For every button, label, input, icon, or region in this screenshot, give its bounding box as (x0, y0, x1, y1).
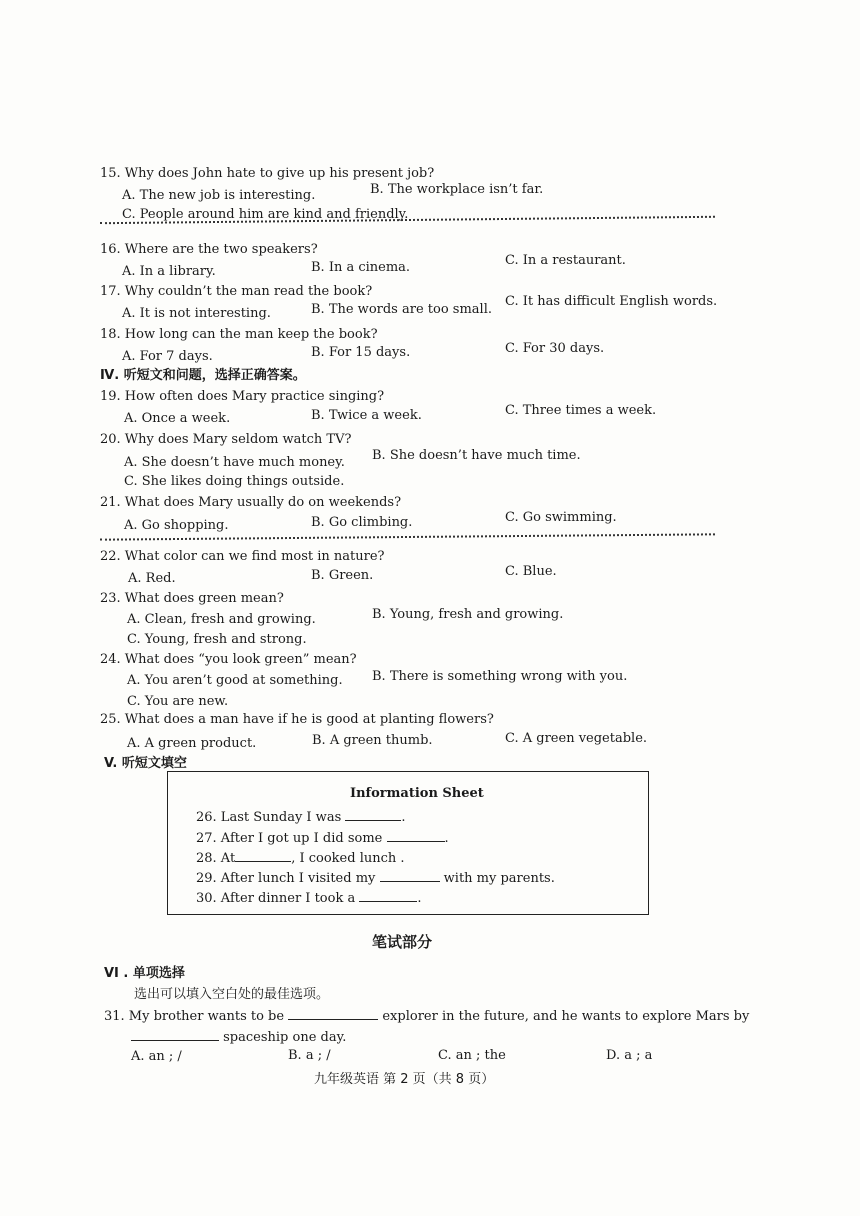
q31-option-b: B. a ; / (288, 1048, 331, 1063)
info-27-text: 27. After I got up I did some (196, 831, 383, 846)
info-line-28 (196, 849, 405, 867)
info-29-text: 29. After lunch I visited my (196, 871, 376, 886)
section-5-heading: V. 听短文填空 (104, 756, 187, 771)
q15-option-a: A. The new job is interesting. (122, 188, 316, 203)
info-26-text: 26. Last Sunday I was (196, 810, 342, 825)
q31-stem-part2: explorer in the future, and he wants to explore Mars by (382, 1009, 750, 1024)
q24-option-b: B. There is something wrong with you. (372, 669, 628, 684)
q20-stem: 20. Why does Mary seldom watch TV? (100, 432, 352, 447)
info-28-text: 28. At (196, 851, 236, 866)
q16-stem: 16. Where are the two speakers? (100, 242, 318, 257)
q15-option-b: B. The workplace isn’t far. (370, 182, 544, 197)
q23-option-b: B. Young, fresh and growing. (372, 607, 564, 622)
info-28-end: , I cooked lunch . (291, 851, 405, 866)
q22-option-a: A. Red. (128, 571, 176, 586)
q17-stem: 17. Why couldn’t the man read the book? (100, 284, 373, 299)
q16-option-a: A. In a library. (122, 264, 216, 279)
blank-30[interactable] (359, 889, 417, 902)
q15-option-c: C. People around him are kind and friendly. (122, 207, 409, 222)
q19-option-b: B. Twice a week. (311, 408, 422, 423)
q31-option-c: C. an ; the (438, 1048, 506, 1063)
q21-stem: 21. What does Mary usually do on weekends? (100, 495, 402, 510)
section-6-heading: VI . 单项选择 (104, 966, 185, 981)
q31-stem-part3: spaceship one day. (223, 1030, 347, 1045)
q21-option-c: C. Go swimming. (505, 510, 617, 525)
q23-stem: 23. What does green mean? (100, 591, 284, 606)
q21-option-b: B. Go climbing. (311, 515, 413, 530)
q31-stem-part1: 31. My brother wants to be (104, 1009, 285, 1024)
section-4-heading: Ⅳ. 听短文和问题，选择正确答案。 (100, 368, 306, 383)
blank-26[interactable] (345, 808, 401, 821)
info-27-end: . (444, 831, 449, 846)
q17-option-a: A. It is not interesting. (122, 306, 271, 321)
information-sheet-title: Information Sheet (350, 786, 484, 801)
blank-29[interactable] (380, 869, 440, 882)
info-line-30 (196, 889, 422, 907)
q22-option-c: C. Blue. (505, 564, 557, 579)
q17-option-c: C. It has difficult English words. (505, 294, 718, 309)
q15-stem: 15. Why does John hate to give up his present job? (100, 166, 435, 181)
q19-stem: 19. How often does Mary practice singing? (100, 389, 385, 404)
q25-option-c: C. A green vegetable. (505, 731, 648, 746)
q19-option-c: C. Three times a week. (505, 403, 657, 418)
q20-option-a: A. She doesn’t have much money. (124, 455, 345, 470)
q24-stem: 24. What does “you look green” mean? (100, 652, 357, 667)
info-26-end: . (401, 810, 406, 825)
q18-option-b: B. For 15 days. (311, 345, 411, 360)
written-part-heading: 笔试部分 (372, 933, 433, 951)
q19-option-a: A. Once a week. (124, 411, 231, 426)
q18-option-c: C. For 30 days. (505, 341, 605, 356)
q17-option-b: B. The words are too small. (311, 302, 492, 317)
q25-stem: 25. What does a man have if he is good at planting flowers? (100, 712, 494, 727)
q20-option-b: B. She doesn’t have much time. (372, 448, 581, 463)
q22-stem: 22. What color can we find most in nature? (100, 549, 385, 564)
q24-option-c: C. You are new. (127, 694, 229, 709)
page-footer: 九年级英语 第 2 页（共 8 页） (314, 1072, 495, 1087)
q16-option-c: C. In a restaurant. (505, 253, 626, 268)
info-30-text: 30. After dinner I took a (196, 891, 356, 906)
blank-27[interactable] (387, 829, 445, 842)
info-line-29 (196, 869, 555, 887)
q20-option-c: C. She likes doing things outside. (124, 474, 345, 489)
section-6-instruction: 选出可以填入空白处的最佳选项。 (134, 987, 330, 1002)
blank-28[interactable] (235, 849, 291, 862)
q25-option-b: B. A green thumb. (312, 733, 433, 748)
q31-blank-2[interactable] (131, 1028, 219, 1041)
q22-option-b: B. Green. (311, 568, 374, 583)
q25-option-a: A. A green product. (127, 736, 257, 751)
q24-option-a: A. You aren’t good at something. (127, 673, 343, 688)
info-30-end: . (417, 891, 422, 906)
q31-stem-line2 (131, 1028, 346, 1046)
q23-option-c: C. Young, fresh and strong. (127, 632, 307, 647)
q31-option-a: A. an ; / (131, 1049, 182, 1064)
info-29-end: with my parents. (443, 871, 555, 886)
q21-option-a: A. Go shopping. (124, 518, 229, 533)
q18-option-a: A. For 7 days. (122, 349, 213, 364)
q31-blank-1[interactable] (288, 1007, 378, 1020)
q31-stem-line1 (104, 1007, 749, 1025)
q23-option-a: A. Clean, fresh and growing. (127, 612, 316, 627)
info-line-27 (196, 829, 449, 847)
divider-line (100, 533, 715, 540)
q31-option-d: D. a ; a (606, 1048, 653, 1063)
q16-option-b: B. In a cinema. (311, 260, 411, 275)
info-line-26 (196, 808, 406, 826)
q18-stem: 18. How long can the man keep the book? (100, 327, 378, 342)
